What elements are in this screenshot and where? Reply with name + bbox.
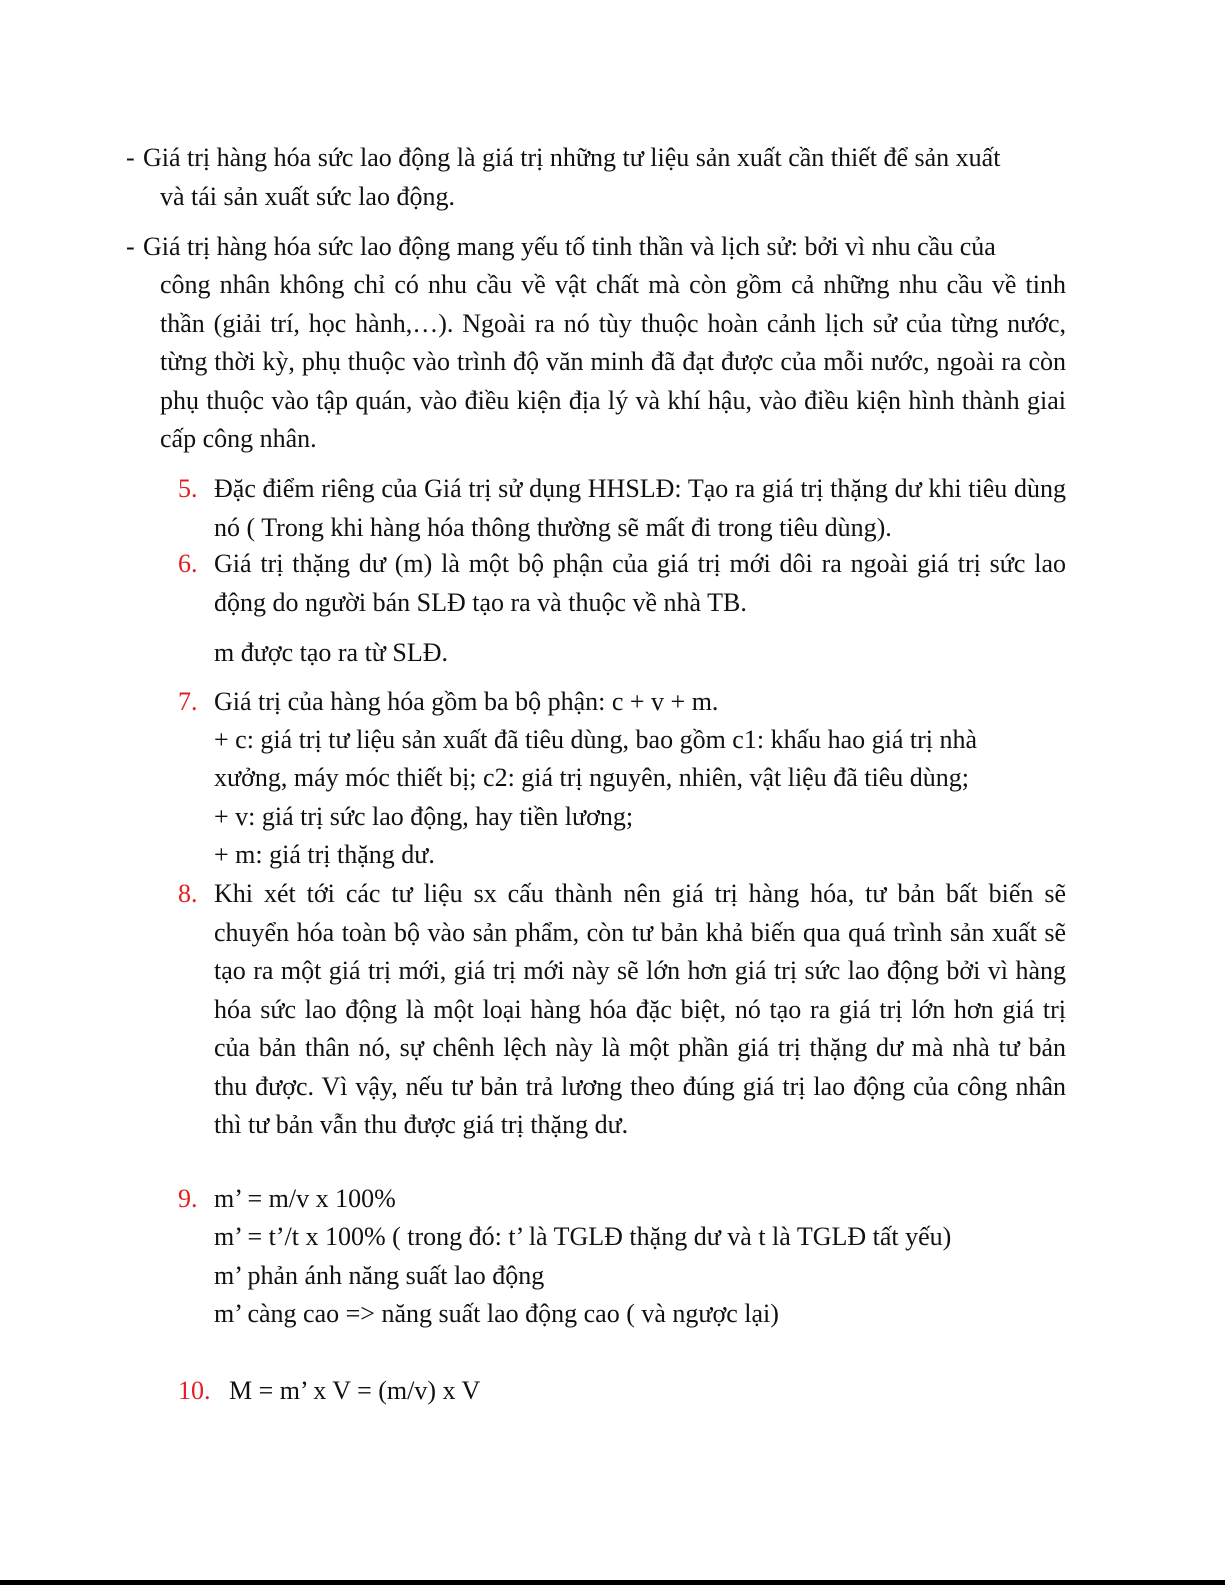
bullet-marker: - — [126, 232, 135, 261]
item-number: 9. — [178, 1184, 198, 1213]
item-number: 7. — [178, 687, 198, 716]
item-text: Giá trị thặng dư (m) là một bộ phận của giá trị mới dôi ra ngoài giá trị sức lao động do người bán SLĐ tạo ra và thuộc về nhà TB. — [214, 549, 1066, 617]
item-line: + v: giá trị sức lao động, hay tiền lương; — [214, 802, 634, 831]
item-line: + c: giá trị tư liệu sản xuất đã tiêu dùng, bao gồm c1: khấu hao giá trị nhà — [214, 725, 978, 754]
item-line: + m: giá trị thặng dư. — [214, 840, 435, 869]
bullet-text-continuation: và tái sản xuất sức lao động. — [160, 182, 455, 211]
formula-line: m’ phản ánh năng suất lao động — [214, 1261, 545, 1290]
bullet-marker: - — [126, 143, 135, 172]
bullet-text-first-line: Giá trị hàng hóa sức lao động là giá trị những tư liệu sản xuất cần thiết để sản xuất — [143, 143, 1001, 172]
item-number: 5. — [178, 474, 198, 503]
bullet-text-first-line: Giá trị hàng hóa sức lao động mang yếu tố tinh thần và lịch sử: bởi vì nhu cầu của — [143, 232, 996, 261]
formula-line: m’ = t’/t x 100% ( trong đó: t’ là TGLĐ thặng dư và t là TGLĐ tất yếu) — [214, 1222, 952, 1251]
formula-line: M = m’ x V = (m/v) x V — [229, 1376, 481, 1405]
item-number: 8. — [178, 879, 198, 908]
item-text: Đặc điểm riêng của Giá trị sử dụng HHSLĐ: Tạo ra giá trị thặng dư khi tiêu dùng nó ( Trong khi hàng hóa thông thường sẽ mất đi trong tiêu dùng). — [214, 474, 1066, 542]
item-line: xưởng, máy móc thiết bị; c2: giá trị nguyên, nhiên, vật liệu đã tiêu dùng; — [214, 763, 969, 792]
item-line: Giá trị của hàng hóa gồm ba bộ phận: c + v + m. — [214, 687, 719, 716]
item-number: 6. — [178, 549, 198, 578]
item-text: Khi xét tới các tư liệu sx cấu thành nên giá trị hàng hóa, tư bản bất biến sẽ chuyển hóa toàn bộ vào sản phẩm, còn tư bản khả biến qua quá trình sản xuất sẽ tạo ra một giá trị mới, giá trị mới này sẽ lớn hơn giá trị sức lao động bởi vì hàng hóa sức lao động là một loại hàng hóa đặc biệt, nó tạo ra giá trị lớn hơn giá trị của bản thân nó, sự chênh lệch này là một phần giá trị thặng dư mà nhà tư bản thu được. Vì vậy, nếu tư bản trả lương theo đúng giá trị lao động của công nhân thì tư bản vẫn thu được giá trị thặng dư. — [214, 879, 1066, 1139]
item-number: 10. — [178, 1376, 211, 1405]
item-note: m được tạo ra từ SLĐ. — [214, 638, 448, 667]
formula-line: m’ càng cao => năng suất lao động cao ( và ngược lại) — [214, 1299, 779, 1328]
formula-line: m’ = m/v x 100% — [214, 1184, 396, 1213]
page-bottom-border — [0, 1580, 1225, 1585]
bullet-text-continuation: công nhân không chỉ có nhu cầu về vật chất mà còn gồm cả những nhu cầu về tinh thần (giải trí, học hành,…). Ngoài ra nó tùy thuộc hoàn cảnh lịch sử của từng nước, từng thời kỳ, phụ thuộc vào trình độ văn minh đã đạt được của mỗi nước, ngoài ra còn phụ thuộc vào tập quán, vào điều kiện địa lý và khí hậu, vào điều kiện hình thành giai cấp công nhân. — [160, 270, 1066, 453]
